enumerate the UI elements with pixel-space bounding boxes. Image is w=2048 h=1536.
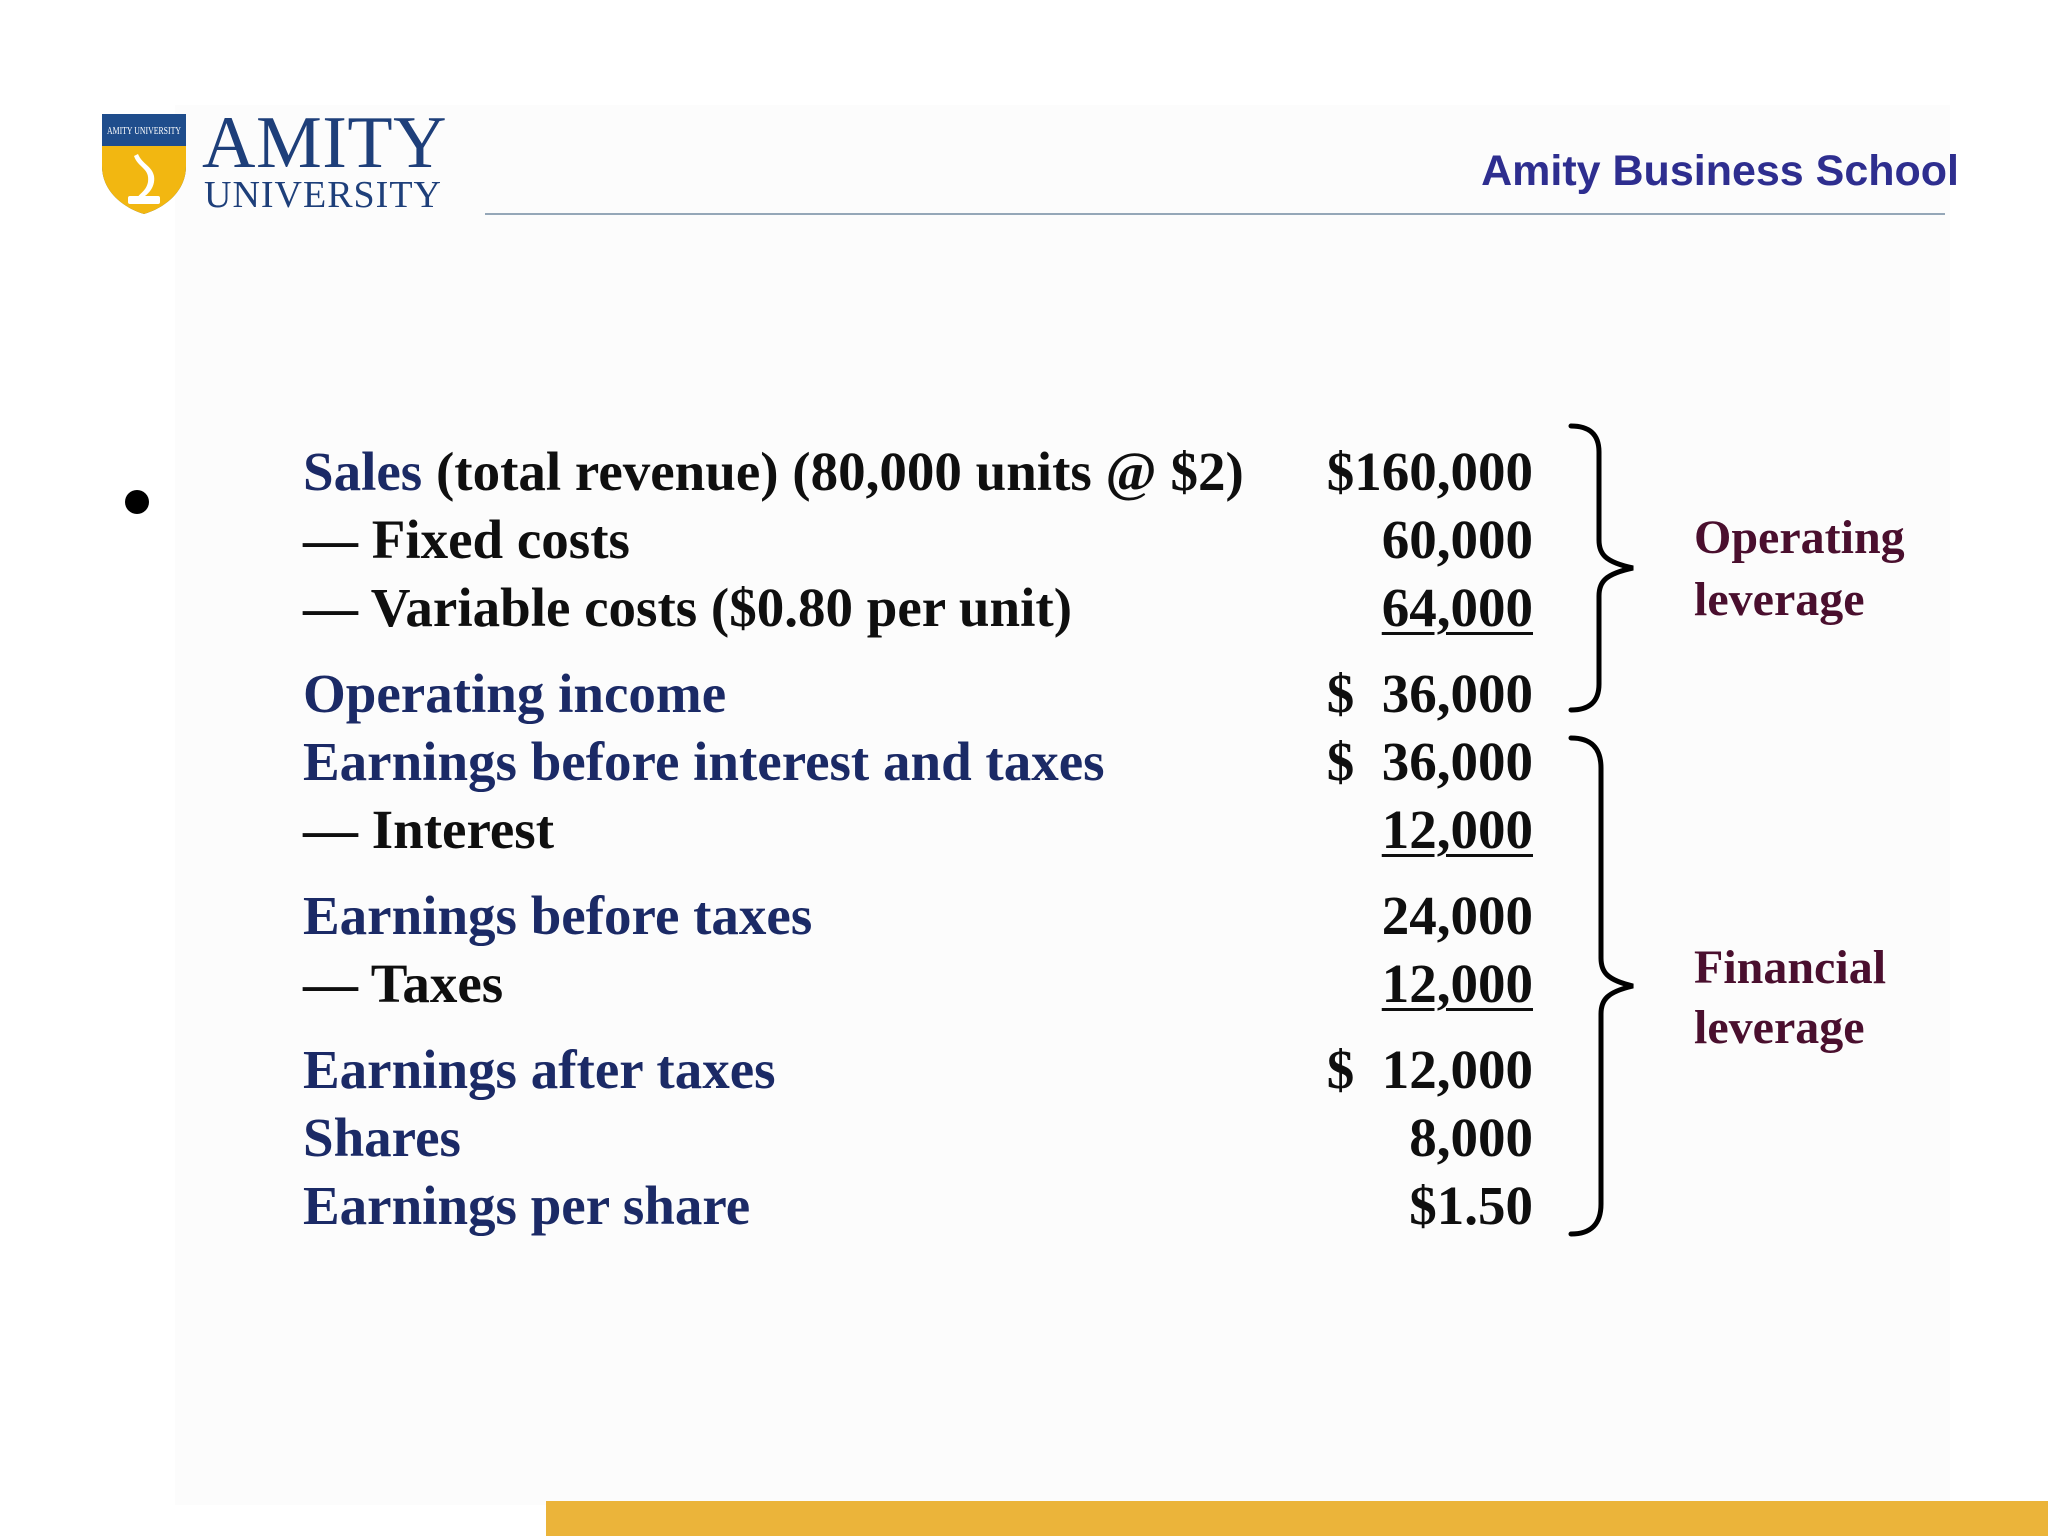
logo-amity-text: AMITY (202, 102, 448, 184)
row-label: Earnings after taxes (303, 1039, 776, 1100)
statement-row-ebt (303, 886, 1533, 946)
bullet-point (125, 490, 149, 514)
shield-icon (98, 110, 190, 216)
row-amount: $1.50 (1409, 1175, 1533, 1236)
statement-row-variable-costs (303, 578, 1533, 638)
row-amount: 8,000 (1409, 1107, 1533, 1168)
operating-leverage-brace (1555, 422, 1635, 716)
row-amount: $ 36,000 (1326, 731, 1533, 792)
amity-university-logo (98, 102, 448, 218)
operating-leverage-label-line2: leverage (1694, 573, 1865, 626)
row-amount: 60,000 (1381, 509, 1533, 570)
row-label: — Variable costs ($0.80 per unit) (303, 577, 1073, 638)
statement-row-fixed-costs (303, 510, 1533, 570)
row-amount: $ 12,000 (1326, 1039, 1533, 1100)
financial-leverage-brace (1555, 732, 1635, 1240)
row-label: Earnings per share (303, 1175, 751, 1236)
row-amount: $ 36,000 (1326, 663, 1533, 724)
row-label: Earnings before interest and taxes (303, 731, 1105, 792)
operating-leverage-label-line1: Operating (1694, 511, 1905, 564)
row-label: Operating income (303, 663, 727, 724)
logo-university-text: UNIVERSITY (204, 174, 442, 216)
row-label: Shares (303, 1107, 461, 1168)
row-amount: 24,000 (1381, 885, 1533, 946)
financial-leverage-label-line2: leverage (1694, 1001, 1865, 1054)
statement-row-eat (303, 1040, 1533, 1100)
financial-leverage-label-line1: Financial (1694, 941, 1887, 994)
statement-row-interest (303, 800, 1533, 860)
row-amount: 64,000 (1381, 577, 1533, 638)
school-name: Amity Business School (1481, 147, 1959, 195)
logo-badge-text: AMITY UNIVERSITY (107, 125, 182, 137)
row-amount: $160,000 (1326, 441, 1533, 502)
statement-row-ebit (303, 732, 1533, 792)
row-label (303, 442, 1244, 502)
statement-row-eps (303, 1176, 1533, 1236)
row-label: — Taxes (303, 953, 504, 1014)
row-label-lead: Sales (303, 441, 423, 502)
row-label: — Interest (303, 799, 555, 860)
statement-row-sales (303, 442, 1533, 502)
row-label: Earnings before taxes (303, 885, 813, 946)
row-label-rest: (total revenue) (80,000 units @ $2) (422, 441, 1244, 502)
footer-bar (546, 1501, 2048, 1536)
row-label: — Fixed costs (303, 509, 630, 570)
row-amount: 12,000 (1381, 953, 1533, 1014)
row-amount: 12,000 (1381, 799, 1533, 860)
statement-row-shares (303, 1108, 1533, 1168)
header-divider (485, 213, 1945, 215)
statement-row-taxes (303, 954, 1533, 1014)
statement-row-operating-income (303, 664, 1533, 724)
